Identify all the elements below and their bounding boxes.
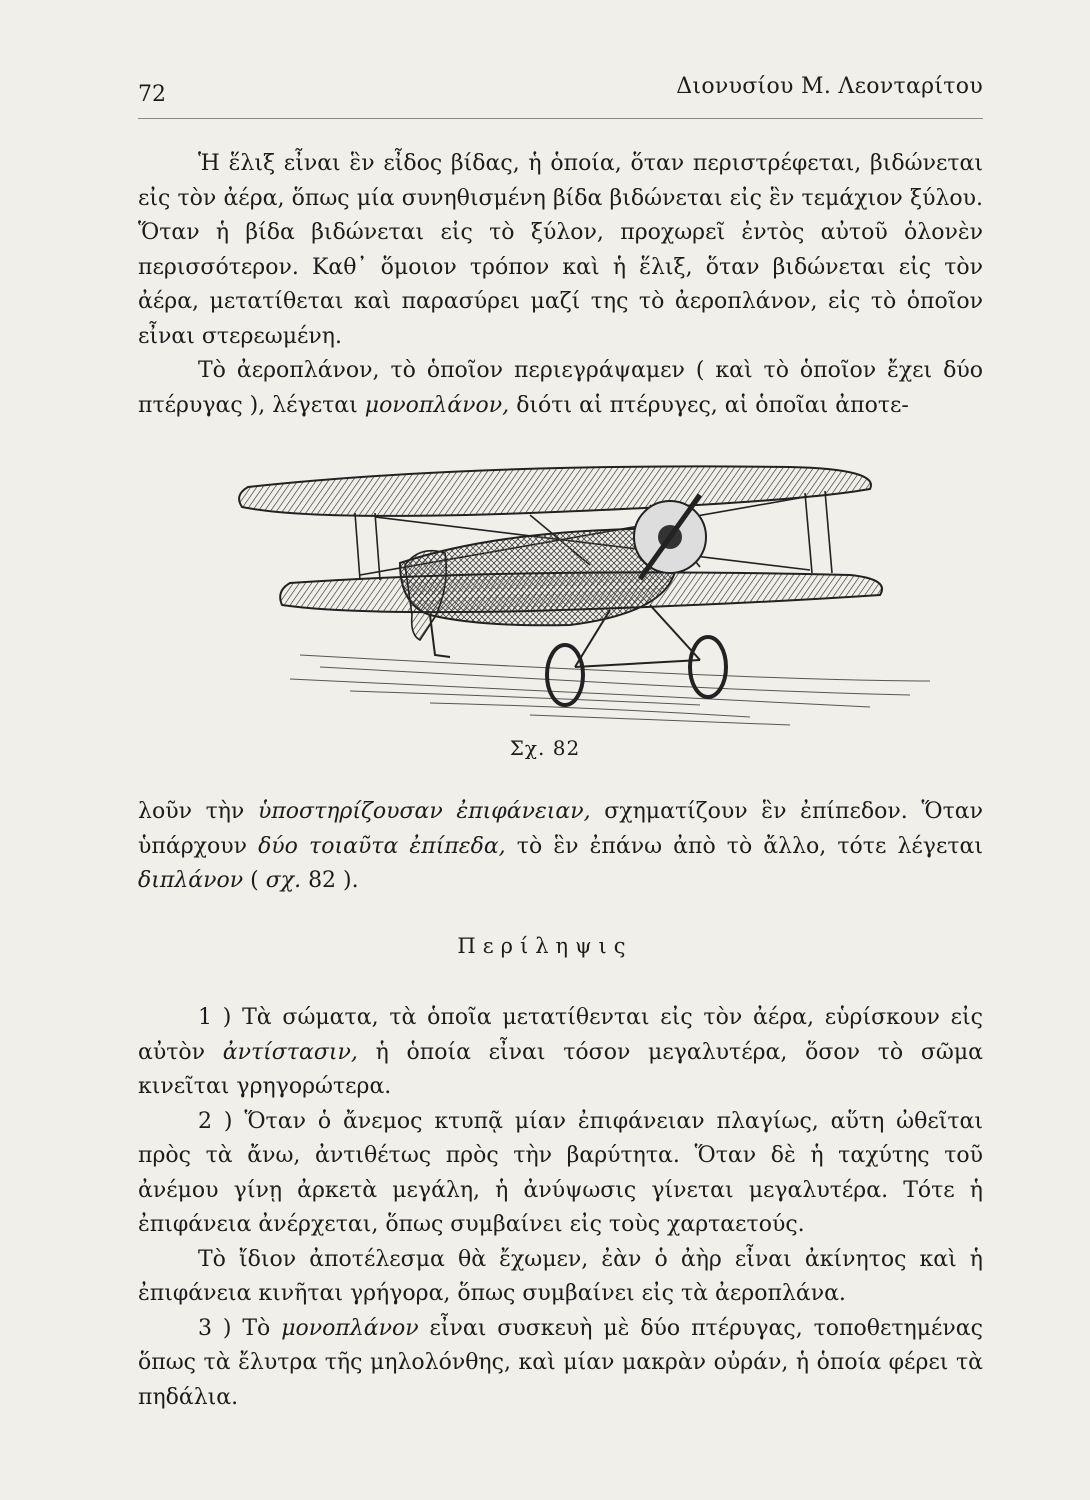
biplane-illustration (230, 455, 990, 745)
paragraph-propeller: Ἡ ἕλιξ εἶναι ἓν εἶδος βίδας, ἡ ὁποία, ὅταν περιστρέφεται, βιδώνεται εἰς τὸν ἀέρα, ὅπως μία συνηθισμένη βίδα βιδώνεται εἰς ἓν τεμάχιον ξύλου. Ὅταν ἡ βίδα βιδώνεται εἰς τὸ ξύλον, προχωρεῖ ἐντὸς αὐτοῦ ὁλονὲν περισσότερον. Καθ᾽ ὅμοιον τρόπον καὶ ἡ ἕλιξ, ὅταν βιδώνεται εἰς τὸν ἀέρα, μετατίθεται καὶ παρασύρει μαζί της τὸ ἀεροπλάνον, εἰς τὸ ὁποῖον εἶναι στερεωμένη. (138, 151, 983, 349)
figure-reference: σχ. (265, 868, 302, 893)
term-biplane: διπλάνον (138, 868, 244, 893)
page-header (138, 68, 983, 119)
summary-item-2-continued: Τὸ ἴδιον ἀποτέλεσμα θὰ ἔχωμεν, ἐὰν ὁ ἀὴρ εἶναι ἀκίνητος καὶ ἡ ἐπιφάνεια κινῆται γρήγορα, ὅπως συμβαίνει εἰς τὰ ἀεροπλάνα. (138, 1246, 983, 1306)
intro-text (138, 147, 983, 423)
biplane-drawing (230, 455, 990, 745)
summary-item-1: 1 ) Τὰ σώματα, τὰ ὁποῖα μετατίθενται εἰς τὸν ἀέρα, εὑρίσκουν εἰς αὐτὸν ἀντίστασιν, ἡ ὁποία εἶναι τόσον μεγαλυτέρα, ὅσον τὸ σῶμα κινεῖται γρηγορώτερα. (138, 1005, 983, 1099)
figure-caption: Σχ. 82 (509, 736, 581, 760)
term-two-planes: δύο τοιαῦτα ἐπίπεδα, (258, 833, 506, 859)
lower-wing (280, 572, 882, 612)
term-resistance: ἀντίστασιν, (222, 1039, 358, 1065)
wheel-left (547, 645, 583, 705)
upper-wing (239, 466, 871, 515)
continuation-text (138, 795, 983, 899)
paragraph-biplane: λοῦν τὴν ὑποστηρίζουσαν ἐπιφάνειαν, σχηματίζουν ἓν ἐπίπεδον. Ὅταν ὑπάρχουν δύο τοιαῦτα ἐπίπεδα, τὸ ἓν ἐπάνω ἀπὸ τὸ ἄλλο, τότε λέγεται διπλάνον ( σχ. 82 ). (138, 799, 984, 893)
term-monoplane: μονοπλάνον, (364, 392, 510, 418)
term-supporting-surface: ὑποστηρίζουσαν ἐπιφάνειαν, (257, 799, 591, 824)
running-head: Διονυσίου Μ. Λεονταρίτου (676, 74, 983, 99)
summary-item-2: 2 ) Ὅταν ὁ ἄνεμος κτυπᾷ μίαν ἐπιφάνειαν πλαγίως, αὕτη ὠθεῖται πρὸς τὰ ἄνω, ἀντιθέτως πρὸς τὴν βαρύτητα. Ὅταν δὲ ἡ ταχύτης τοῦ ἀνέμου γίνῃ ἀρκετὰ μεγάλη, ἡ ἀνύψωσις γίνεται μεγαλυτέρα. Τότε ἡ ἐπιφάνεια ἀνέρχεται, ὅπως συμβαίνει εἰς τοὺς χαρταετούς. (138, 1108, 983, 1237)
term-monoplane-summary: μονοπλάνον (281, 1315, 419, 1341)
summary-item-3: 3 ) Τὸ μονοπλάνον εἶναι συσκευὴ μὲ δύο πτέρυγας, τοποθετημένας ὅπως τὰ ἔλυτρα τῆς μηλολόνθης, καὶ μίαν μακρὰν οὐράν, ἡ ὁποία φέρει τὰ πηδάλια. (138, 1315, 983, 1410)
paragraph-monoplane: Τὸ ἀεροπλάνον, τὸ ὁποῖον περιεγράψαμεν ( καὶ τὸ ὁποῖον ἔχει δύο πτέρυγας ), λέγεται μονοπλάνον, διότι αἱ πτέρυγες, αἱ ὁποῖαι ἀποτε- (138, 358, 983, 418)
page-number: 72 (138, 82, 166, 107)
summary-heading: Περίληψις (457, 934, 633, 958)
summary-list (138, 1001, 983, 1415)
